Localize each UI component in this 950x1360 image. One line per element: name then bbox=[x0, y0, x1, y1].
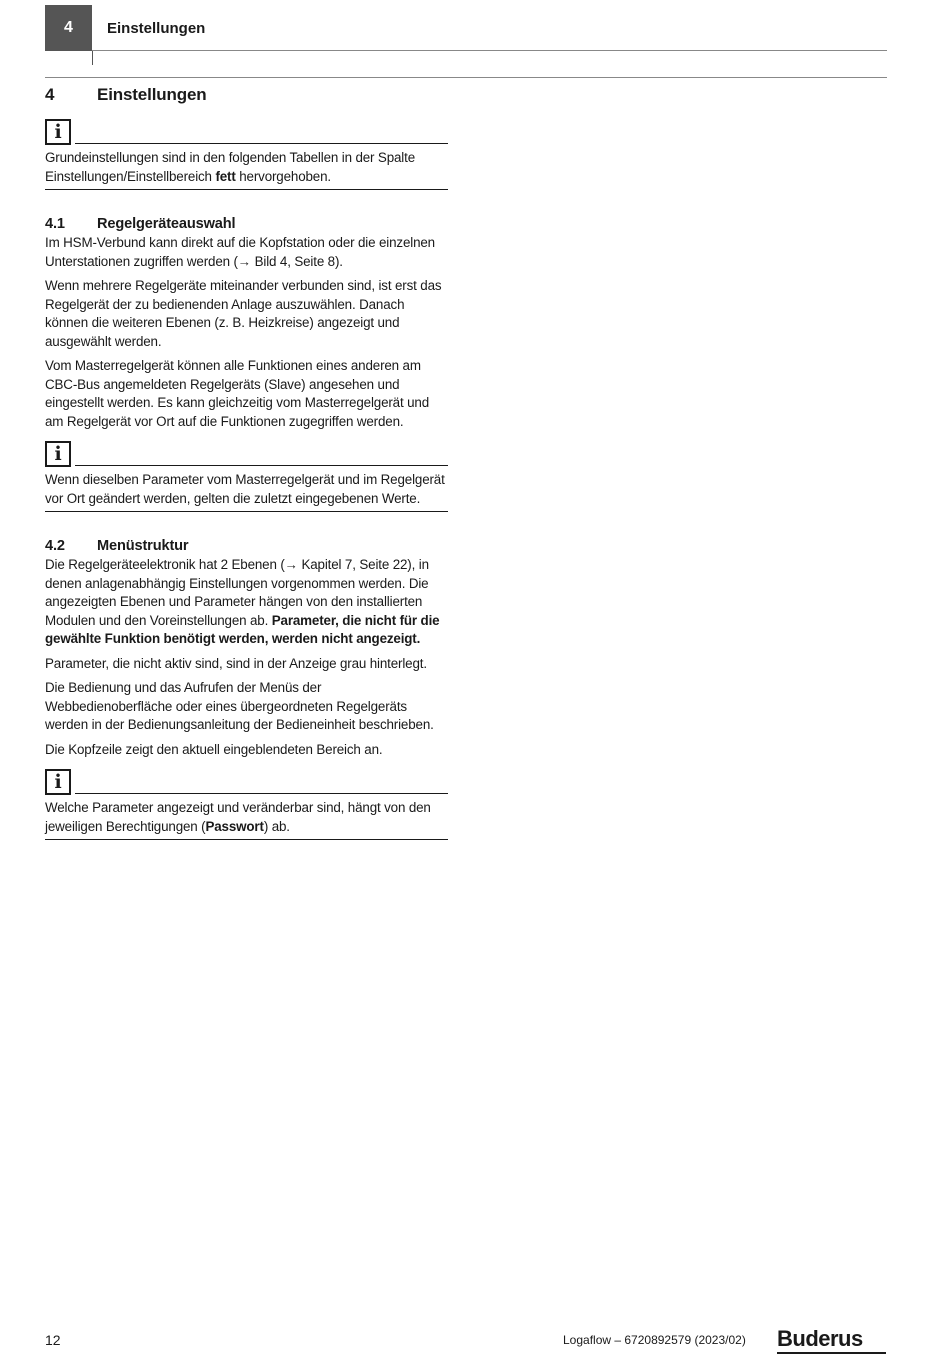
section-title: Regelgeräteauswahl bbox=[97, 215, 236, 232]
page-number: 12 bbox=[45, 1332, 61, 1348]
note-rule bbox=[75, 465, 448, 466]
paragraph: Vom Masterregelgerät können alle Funktionen eines anderen am CBC-Bus angemeldeten Regelgeräts (Slave) angesehen und eingestellt werden. Es kann gleichzeitig vom Masterregelgerät und am Regelgerät vor Ort auf die Funktionen zugegriffen werden. bbox=[45, 358, 429, 429]
info-note-text: Welche Parameter angezeigt und veränderbar sind, hängt von den jeweiligen Berechtigungen (Passwort) ab. bbox=[45, 799, 448, 840]
section-number: 4.1 bbox=[45, 215, 65, 232]
info-icon: i bbox=[45, 769, 71, 795]
info-note-1 bbox=[45, 115, 448, 190]
info-note-3 bbox=[45, 765, 448, 840]
content-column bbox=[45, 84, 448, 840]
chapter-tab bbox=[45, 5, 92, 51]
paragraph: Im HSM-Verbund kann direkt auf die Kopfstation oder die einzelnen Unterstationen zugriffen werden (→ Bild 4, Seite 8). bbox=[45, 235, 435, 269]
section-heading-4-1 bbox=[45, 214, 448, 234]
brand-logo: Buderus bbox=[777, 1326, 863, 1351]
section-number: 4.2 bbox=[45, 537, 65, 554]
info-icon: i bbox=[45, 119, 71, 145]
section-title: Menüstruktur bbox=[97, 537, 189, 554]
note-rule bbox=[75, 793, 448, 794]
header-title: Einstellungen bbox=[107, 20, 206, 37]
chapter-number: 4 bbox=[45, 84, 55, 104]
info-icon: i bbox=[45, 441, 71, 467]
chapter-tab-number: 4 bbox=[64, 19, 73, 36]
header-rule bbox=[92, 50, 887, 51]
info-note-text: Grundeinstellungen sind in den folgenden Tabellen in der Spalte Einstellungen/Einstellbereich fett hervorgehoben. bbox=[45, 149, 448, 190]
header-tab-tick bbox=[92, 51, 93, 65]
section-heading-4-2 bbox=[45, 536, 448, 556]
note-rule bbox=[75, 143, 448, 144]
paragraph: Die Bedienung und das Aufrufen der Menüs der Webbedienoberfläche oder eines übergeordneten Regelgeräts werden in der Bedienungsanleitung der Bedieneinheit beschrieben. bbox=[45, 680, 434, 732]
document-reference: Logaflow – 6720892579 (2023/02) bbox=[563, 1333, 746, 1347]
brand-underline bbox=[777, 1352, 886, 1354]
paragraph: Die Regelgeräteelektronik hat 2 Ebenen (→ Kapitel 7, Seite 22), in denen anlagenabhängig Einstellungen vorgenommen werden. Die angezeigten Ebenen und Parameter hängen von den installierten Modulen und den Voreinstellungen ab. Parameter, die nicht für die gewählte Funktion benötigt werden, werden nicht angezeigt. bbox=[45, 557, 440, 646]
info-note-text: Wenn dieselben Parameter vom Masterregelgerät und im Regelgerät vor Ort geändert werden, gelten die zuletzt eingegebenen Werte. bbox=[45, 471, 448, 512]
paragraph: Parameter, die nicht aktiv sind, sind in der Anzeige grau hinterlegt. bbox=[45, 655, 427, 671]
chapter-heading bbox=[45, 84, 448, 106]
info-note-2 bbox=[45, 437, 448, 512]
chapter-title: Einstellungen bbox=[97, 84, 207, 104]
header-rule-lower bbox=[45, 77, 887, 78]
paragraph: Wenn mehrere Regelgeräte miteinander verbunden sind, ist erst das Regelgerät der zu bedienenden Anlage auszuwählen. Danach können die weiteren Ebenen (z. B. Heizkreise) angezeigt und ausgewählt werden. bbox=[45, 278, 442, 349]
paragraph: Die Kopfzeile zeigt den aktuell eingeblendeten Bereich an. bbox=[45, 741, 383, 757]
